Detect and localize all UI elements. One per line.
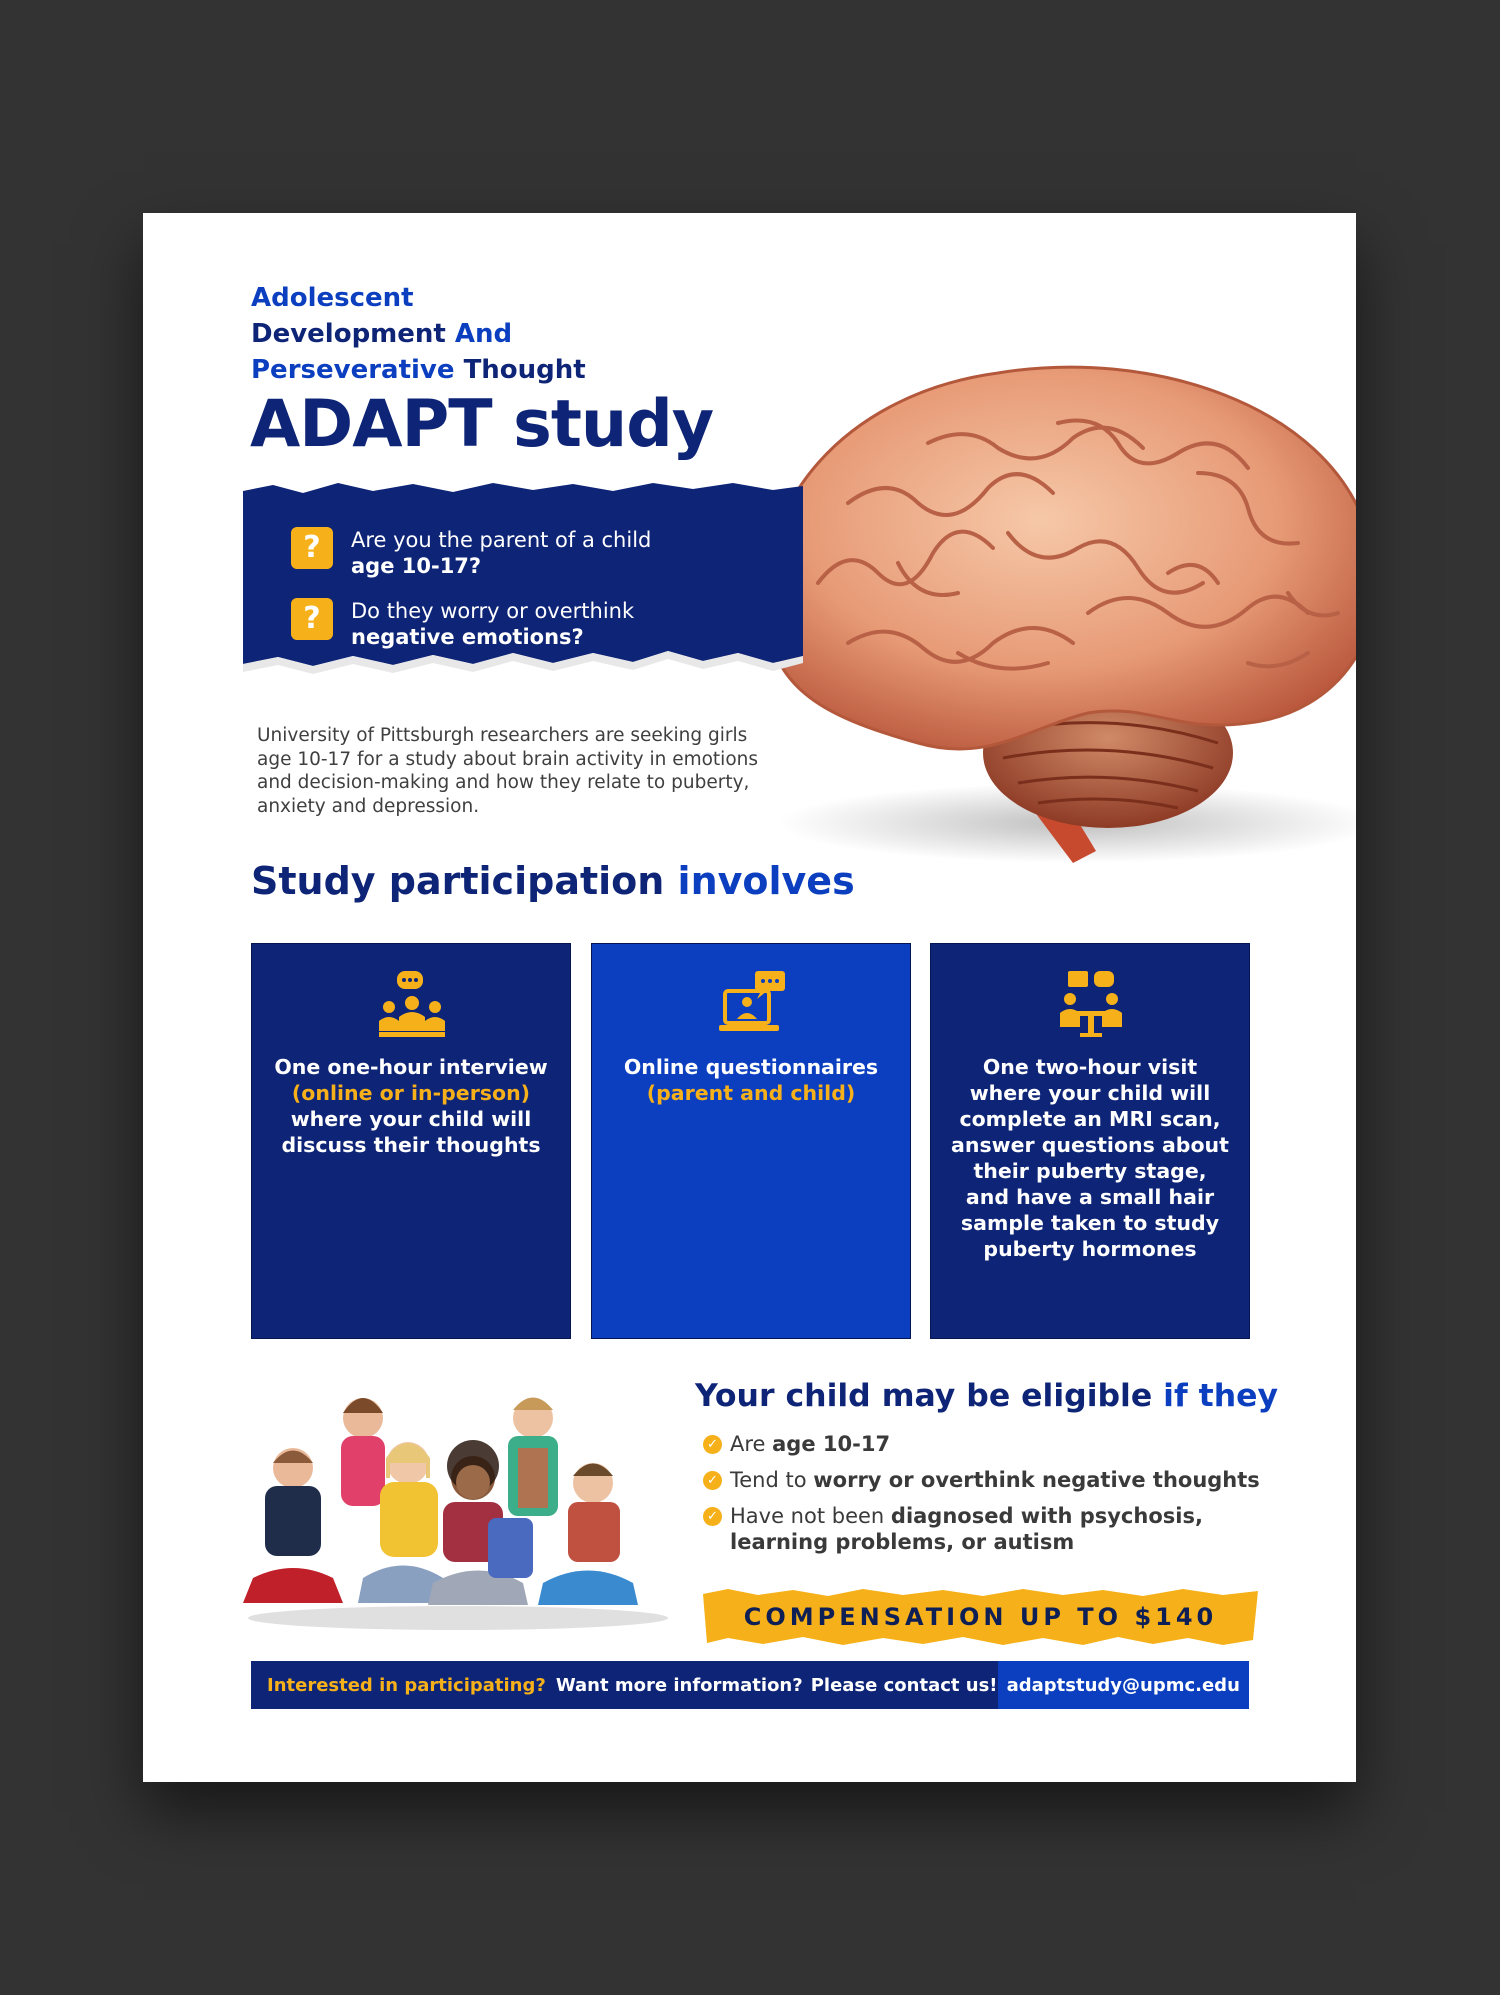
children-group-photo — [243, 1378, 673, 1633]
torn-paper-banner — [243, 481, 803, 681]
card-visit: One two-hour visit where your child will complete an MRI scan, answer questions about their puberty stage, and have a small hair sample taken to study puberty hormones — [930, 943, 1250, 1339]
card-questionnaires: Online questionnaires (parent and child) — [591, 943, 911, 1339]
brain-image — [728, 333, 1356, 893]
list-item: ✓ Have not been diagnosed with psychosis, learning problems, or autism — [703, 1503, 1263, 1555]
eligibility-list — [703, 1431, 1263, 1565]
question-icon: ? — [291, 598, 333, 640]
question-icon: ? — [291, 527, 333, 569]
eligibility-heading: Your child may be eligible if they — [695, 1378, 1279, 1414]
list-item: ✓ Are age 10-17 — [703, 1431, 1263, 1457]
participation-heading: Study participation involves — [251, 859, 855, 903]
study-acronym-expansion: Adolescent Development And Perseverative Thought — [251, 283, 586, 385]
compensation-banner — [703, 1588, 1258, 1646]
intro-paragraph: University of Pittsburgh researchers are seeking girls age 10-17 for a study about brain activity in emotions and decision-making and how they relate to puberty, anxiety and depression. — [257, 725, 759, 817]
list-item: ✓ Tend to worry or overthink negative thoughts — [703, 1467, 1263, 1493]
laptop-chat-icon — [717, 969, 787, 1039]
interview-group-icon — [377, 969, 447, 1039]
check-icon: ✓ — [703, 1435, 722, 1454]
check-icon: ✓ — [703, 1471, 722, 1490]
meeting-table-icon — [1056, 969, 1126, 1039]
flyer-page — [143, 213, 1356, 1782]
question-row-worry: ? Do they worry or overthink negative emotions? — [291, 598, 634, 650]
contact-email-link[interactable]: adaptstudy@upmc.edu — [998, 1661, 1250, 1709]
compensation-text: COMPENSATION UP TO $140 — [743, 1603, 1218, 1631]
card-interview: One one-hour interview (online or in-person) where your child will discuss their thoughts — [251, 943, 571, 1339]
contact-bar: Interested in participating? Want more information? Please contact us! adaptstudy@upmc.edu — [251, 1661, 1249, 1709]
check-icon: ✓ — [703, 1507, 722, 1526]
question-row-age: ? Are you the parent of a child age 10-17? — [291, 527, 651, 579]
page-title: ADAPT study — [250, 387, 714, 462]
